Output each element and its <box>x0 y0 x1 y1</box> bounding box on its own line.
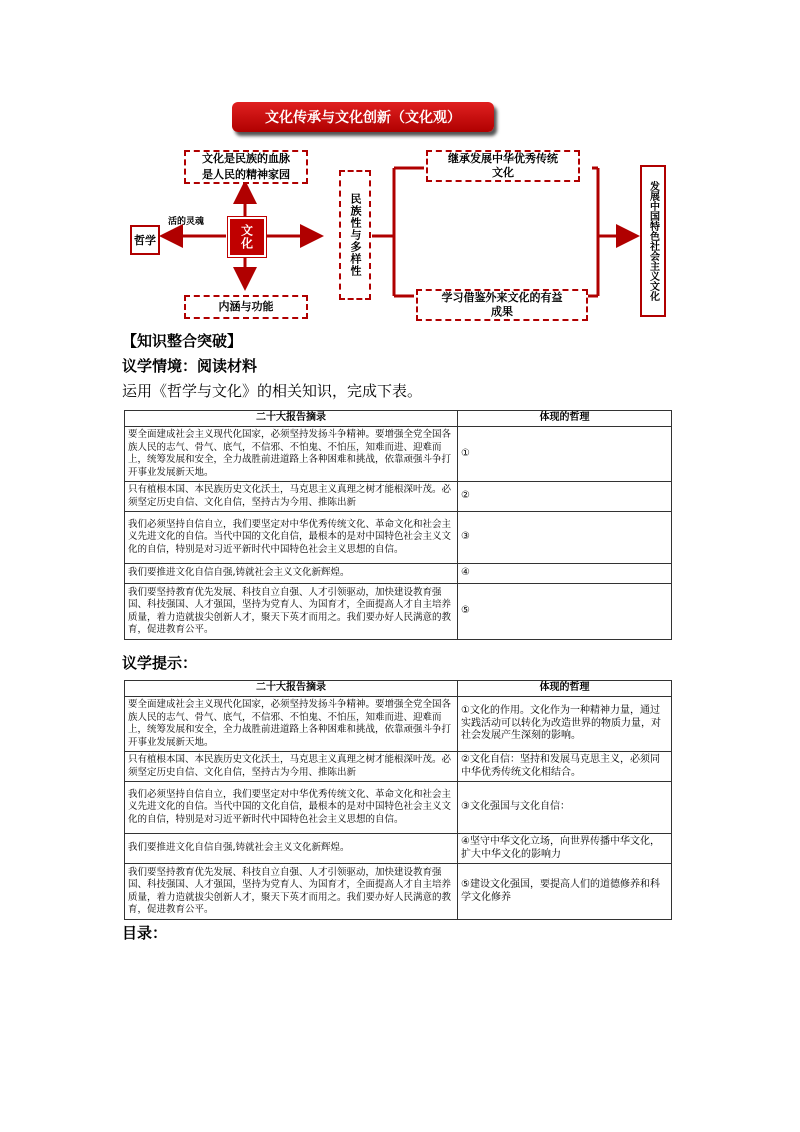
excerpt-cell: 我们要坚持教育优先发展、科技自立自强、人才引领驱动，加快建设教育强国、科技强国、人才强国，坚持为党育人、为国育才，全面提高人才自主培养质量，着力造就拔尖创新人才，聚天下英才而用之。我们要办好人民满意的教育，促进教育公平。 <box>125 864 458 920</box>
answer-cell: ⑤建设文化强国，要提高人们的道德修养和科学文化修养 <box>458 864 672 920</box>
top-box <box>184 150 308 184</box>
learn-line-2: 成果 <box>491 305 513 318</box>
diagram-connectors <box>0 0 800 330</box>
concept-diagram <box>0 0 800 330</box>
excerpt-cell: 我们要坚持教育优先发展、科技自立自强、人才引领驱动，加快建设教育强国、科技强国、人才强国，坚持为党育人、为国育才，全面提高人才自主培养质量，着力造就拔尖创新人才，聚天下英才而用之。我们要办好人民满意的教育，促进教育公平。 <box>125 584 458 640</box>
philosophy-box: 哲学 <box>130 225 160 255</box>
excerpt-cell: 只有植根本国、本民族历史文化沃土，马克思主义真理之树才能根深叶茂。必须坚定历史自信、文化自信，坚持古为今用、推陈出新 <box>125 752 458 782</box>
inherit-line-2: 文化 <box>492 166 514 179</box>
table-row <box>125 427 672 482</box>
answer-cell: ③文化强国与文化自信： <box>458 782 672 834</box>
table-row <box>125 864 672 920</box>
toc-title: 目录： <box>122 924 168 942</box>
table-header <box>125 681 672 697</box>
excerpt-cell: 我们要推进文化自信自强,铸就社会主义文化新辉煌。 <box>125 564 458 584</box>
nation-box <box>339 170 371 300</box>
excerpt-cell: 我们要推进文化自信自强,铸就社会主义文化新辉煌。 <box>125 834 458 864</box>
answer-cell: ④坚守中华文化立场，向世界传播中华文化，扩大中华文化的影响力 <box>458 834 672 864</box>
answer-cell: ④ <box>458 564 672 584</box>
answer-cell: ⑤ <box>458 584 672 640</box>
bottom-box: 内涵与功能 <box>184 295 308 319</box>
table-row <box>125 697 672 752</box>
answer-cell: ① <box>458 427 672 482</box>
table-header <box>125 411 672 427</box>
situation-title: 议学情境：阅读材料 <box>122 357 258 375</box>
header-excerpt: 二十大报告摘录 <box>125 681 458 697</box>
develop-label: 发展中国特色社会主义文化 <box>647 181 659 301</box>
header-excerpt: 二十大报告摘录 <box>125 411 458 427</box>
table-row <box>125 512 672 564</box>
diagram-title: 文化传承与文化创新（文化观） <box>232 102 494 132</box>
top-box-line-2: 是人民的精神家园 <box>202 168 290 181</box>
table-row <box>125 482 672 512</box>
nation-label: 民族性与多样性 <box>349 193 362 277</box>
table-row <box>125 584 672 640</box>
table-row <box>125 752 672 782</box>
hint-table <box>124 680 672 920</box>
develop-box <box>640 165 666 317</box>
excerpt-cell: 只有植根本国、本民族历史文化沃土，马克思主义真理之树才能根深叶茂。必须坚定历史自信、文化自信，坚持古为今用、推陈出新 <box>125 482 458 512</box>
learn-box <box>416 289 588 321</box>
answer-cell: ② <box>458 482 672 512</box>
header-philosophy: 体现的哲理 <box>458 681 672 697</box>
hint-title: 议学提示： <box>122 654 198 672</box>
excerpt-cell: 我们必须坚持自信自立，我们要坚定对中华优秀传统文化、革命文化和社会主义先进文化的自信。当代中国的文化自信，最根本的是对中国特色社会主义文化的自信，特别是对习近平新时代中国特色社会主义思想的自信。 <box>125 782 458 834</box>
inherit-box <box>426 150 580 182</box>
culture-label: 文化 <box>239 224 254 250</box>
excerpt-cell: 要全面建成社会主义现代化国家，必须坚持发扬斗争精神。要增强全党全国各族人民的志气、骨气、底气，不信邪、不怕鬼、不怕压，知难而进、迎难而上，统筹发展和安全，全力战胜前进道路上各种困难和挑战，依靠顽强斗争打开事业发展新天地。 <box>125 427 458 482</box>
soul-label: 活的灵魂 <box>168 217 205 227</box>
culture-box <box>228 217 266 257</box>
header-philosophy: 体现的哲理 <box>458 411 672 427</box>
learn-line-1: 学习借鉴外来文化的有益 <box>441 291 563 304</box>
answer-cell: ②文化自信：坚持和发展马克思主义，必须同中华优秀传统文化相结合。 <box>458 752 672 782</box>
excerpt-cell: 我们必须坚持自信自立，我们要坚定对中华优秀传统文化、革命文化和社会主义先进文化的自信。当代中国的文化自信，最根本的是对中国特色社会主义文化的自信，特别是对习近平新时代中国特色社会主义思想的自信。 <box>125 512 458 564</box>
top-box-line-1: 文化是民族的血脉 <box>202 152 290 165</box>
answer-cell: ③ <box>458 512 672 564</box>
excerpt-cell: 要全面建成社会主义现代化国家，必须坚持发扬斗争精神。要增强全党全国各族人民的志气、骨气、底气，不信邪、不怕鬼、不怕压，知难而进、迎难而上，统筹发展和安全，全力战胜前进道路上各种困难和挑战，依靠顽强斗争打开事业发展新天地。 <box>125 697 458 752</box>
answer-cell: ①文化的作用。文化作为一种精神力量，通过实践活动可以转化为改造世界的物质力量，对社会发展产生深刻的影响。 <box>458 697 672 752</box>
table-row <box>125 782 672 834</box>
instruction: 运用《哲学与文化》的相关知识，完成下表。 <box>122 382 423 400</box>
inherit-line-1: 继承发展中华优秀传统 <box>448 152 558 165</box>
table-row <box>125 564 672 584</box>
table-row <box>125 834 672 864</box>
task-table <box>124 410 672 640</box>
section-title: 【知识整合突破】 <box>122 332 243 350</box>
